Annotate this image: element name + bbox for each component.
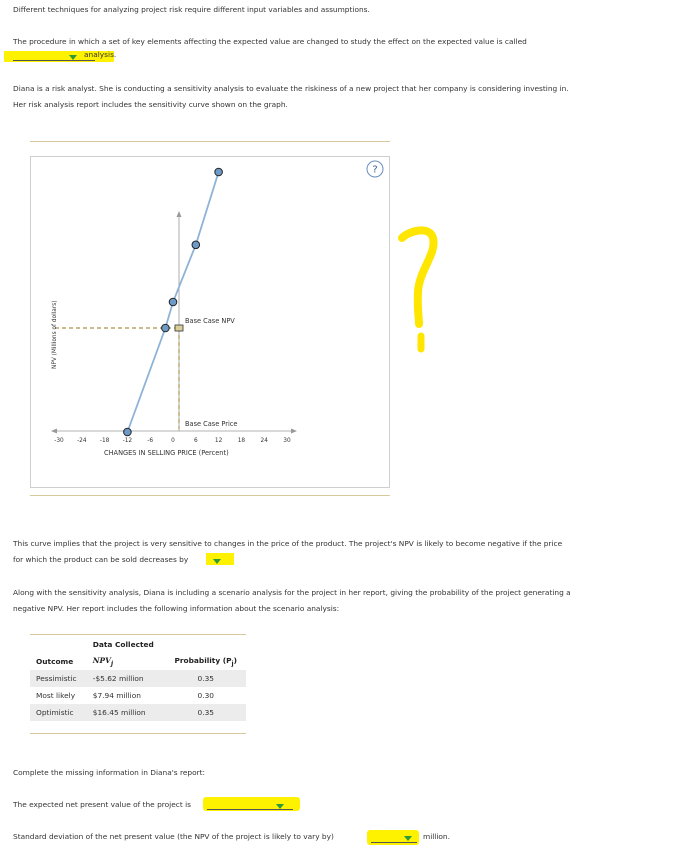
help-icon-label: ? <box>372 164 378 176</box>
q2-dropdown[interactable] <box>213 557 221 566</box>
q2-line1: This curve implies that the project is very sensitive to changes in the price of the product. The project's NPV is likely to become negative if the price <box>13 539 563 548</box>
table-row: Pessimistic -$5.62 million 0.35 <box>30 670 246 687</box>
q1-text: The procedure in which a set of key elements affecting the expected value are changed to study the effect on the expected value is called <box>13 37 527 46</box>
table-group-header: Data Collected <box>87 636 166 653</box>
base-case-npv-label: Base Case NPV <box>185 317 235 325</box>
col-prob-header: Probability $(P_j)$ <box>166 653 246 670</box>
x-tick-label: -24 <box>77 438 87 444</box>
q4-dropdown[interactable] <box>404 834 412 843</box>
x-axis-left-arrow-icon <box>51 429 57 434</box>
x-tick-label: -12 <box>122 438 133 444</box>
data-point-4 <box>215 168 223 176</box>
base-case-price-label: Base Case Price <box>185 420 238 428</box>
q1-blank <box>13 60 95 61</box>
chart-top-rule <box>30 141 390 142</box>
x-tick-label: 6 <box>193 438 198 444</box>
q2-line2: for which the product can be sold decreases by <box>13 555 189 564</box>
table-top-rule <box>30 634 246 635</box>
x-tick-label: 18 <box>237 438 246 444</box>
table-bottom-rule <box>30 733 246 734</box>
chevron-down-icon <box>69 55 77 60</box>
data-point-0 <box>124 428 132 436</box>
x-tick-label: -18 <box>99 438 110 444</box>
q3-text: The expected net present value of the project is <box>13 800 191 809</box>
para1-line2: Her risk analysis report includes the sensitivity curve shown on the graph. <box>13 100 288 109</box>
data-point-3 <box>192 241 200 249</box>
x-tick-label: 24 <box>260 438 268 444</box>
q3-dropdown[interactable] <box>276 802 284 811</box>
col-npv-header: $NPV_j$ <box>87 653 166 670</box>
table-row: Optimistic $16.45 million 0.35 <box>30 704 246 721</box>
x-axis-right-arrow-icon <box>291 429 297 434</box>
q1-dropdown[interactable] <box>69 53 77 62</box>
chevron-down-icon <box>213 559 221 564</box>
para1-line1: Diana is a risk analyst. She is conducting a sensitivity analysis to evaluate the riskiness of a new project that her company is considering investing in. <box>13 84 569 93</box>
x-tick-label: -6 <box>147 438 154 444</box>
data-point-2 <box>169 298 177 306</box>
x-tick-label: -30 <box>54 438 64 444</box>
chevron-down-icon <box>404 836 412 841</box>
base-case-marker <box>175 325 183 331</box>
chart-bottom-rule <box>30 495 390 496</box>
chevron-down-icon <box>276 804 284 809</box>
sensitivity-chart <box>31 157 389 487</box>
para2-line2: negative NPV. Her report includes the following information about the scenario analysis: <box>13 604 340 613</box>
q1-suffix: analysis. <box>84 50 117 59</box>
y-axis-title: NPV (Millions of dollars) <box>52 300 58 369</box>
col-outcome-header: Outcome <box>30 653 87 670</box>
q4-suffix: million. <box>423 832 450 841</box>
q4-text: Standard deviation of the net present value (the NPV of the project is likely to vary by) <box>13 832 334 841</box>
y-axis-arrow-icon <box>177 211 182 217</box>
x-tick-label: 30 <box>283 438 291 444</box>
help-icon[interactable] <box>367 161 383 177</box>
chart-panel <box>30 156 390 488</box>
x-tick-label: 12 <box>214 438 223 444</box>
para2-line1: Along with the sensitivity analysis, Diana is including a scenario analysis for the project in her report, giving the probability of the project generating a <box>13 588 571 597</box>
complete-instruction: Complete the missing information in Diana's report: <box>13 768 206 777</box>
x-axis-title: CHANGES IN SELLING PRICE (Percent) <box>104 449 229 457</box>
question-mark-annotation <box>394 212 444 354</box>
data-point-1 <box>162 324 170 332</box>
scenario-table <box>30 636 246 721</box>
x-tick-label: 0 <box>171 438 175 444</box>
intro-text: Different techniques for analyzing project risk require different input variables and assumptions. <box>13 5 370 14</box>
table-row: Most likely $7.94 million 0.30 <box>30 687 246 704</box>
x-tick-labels <box>54 438 291 444</box>
